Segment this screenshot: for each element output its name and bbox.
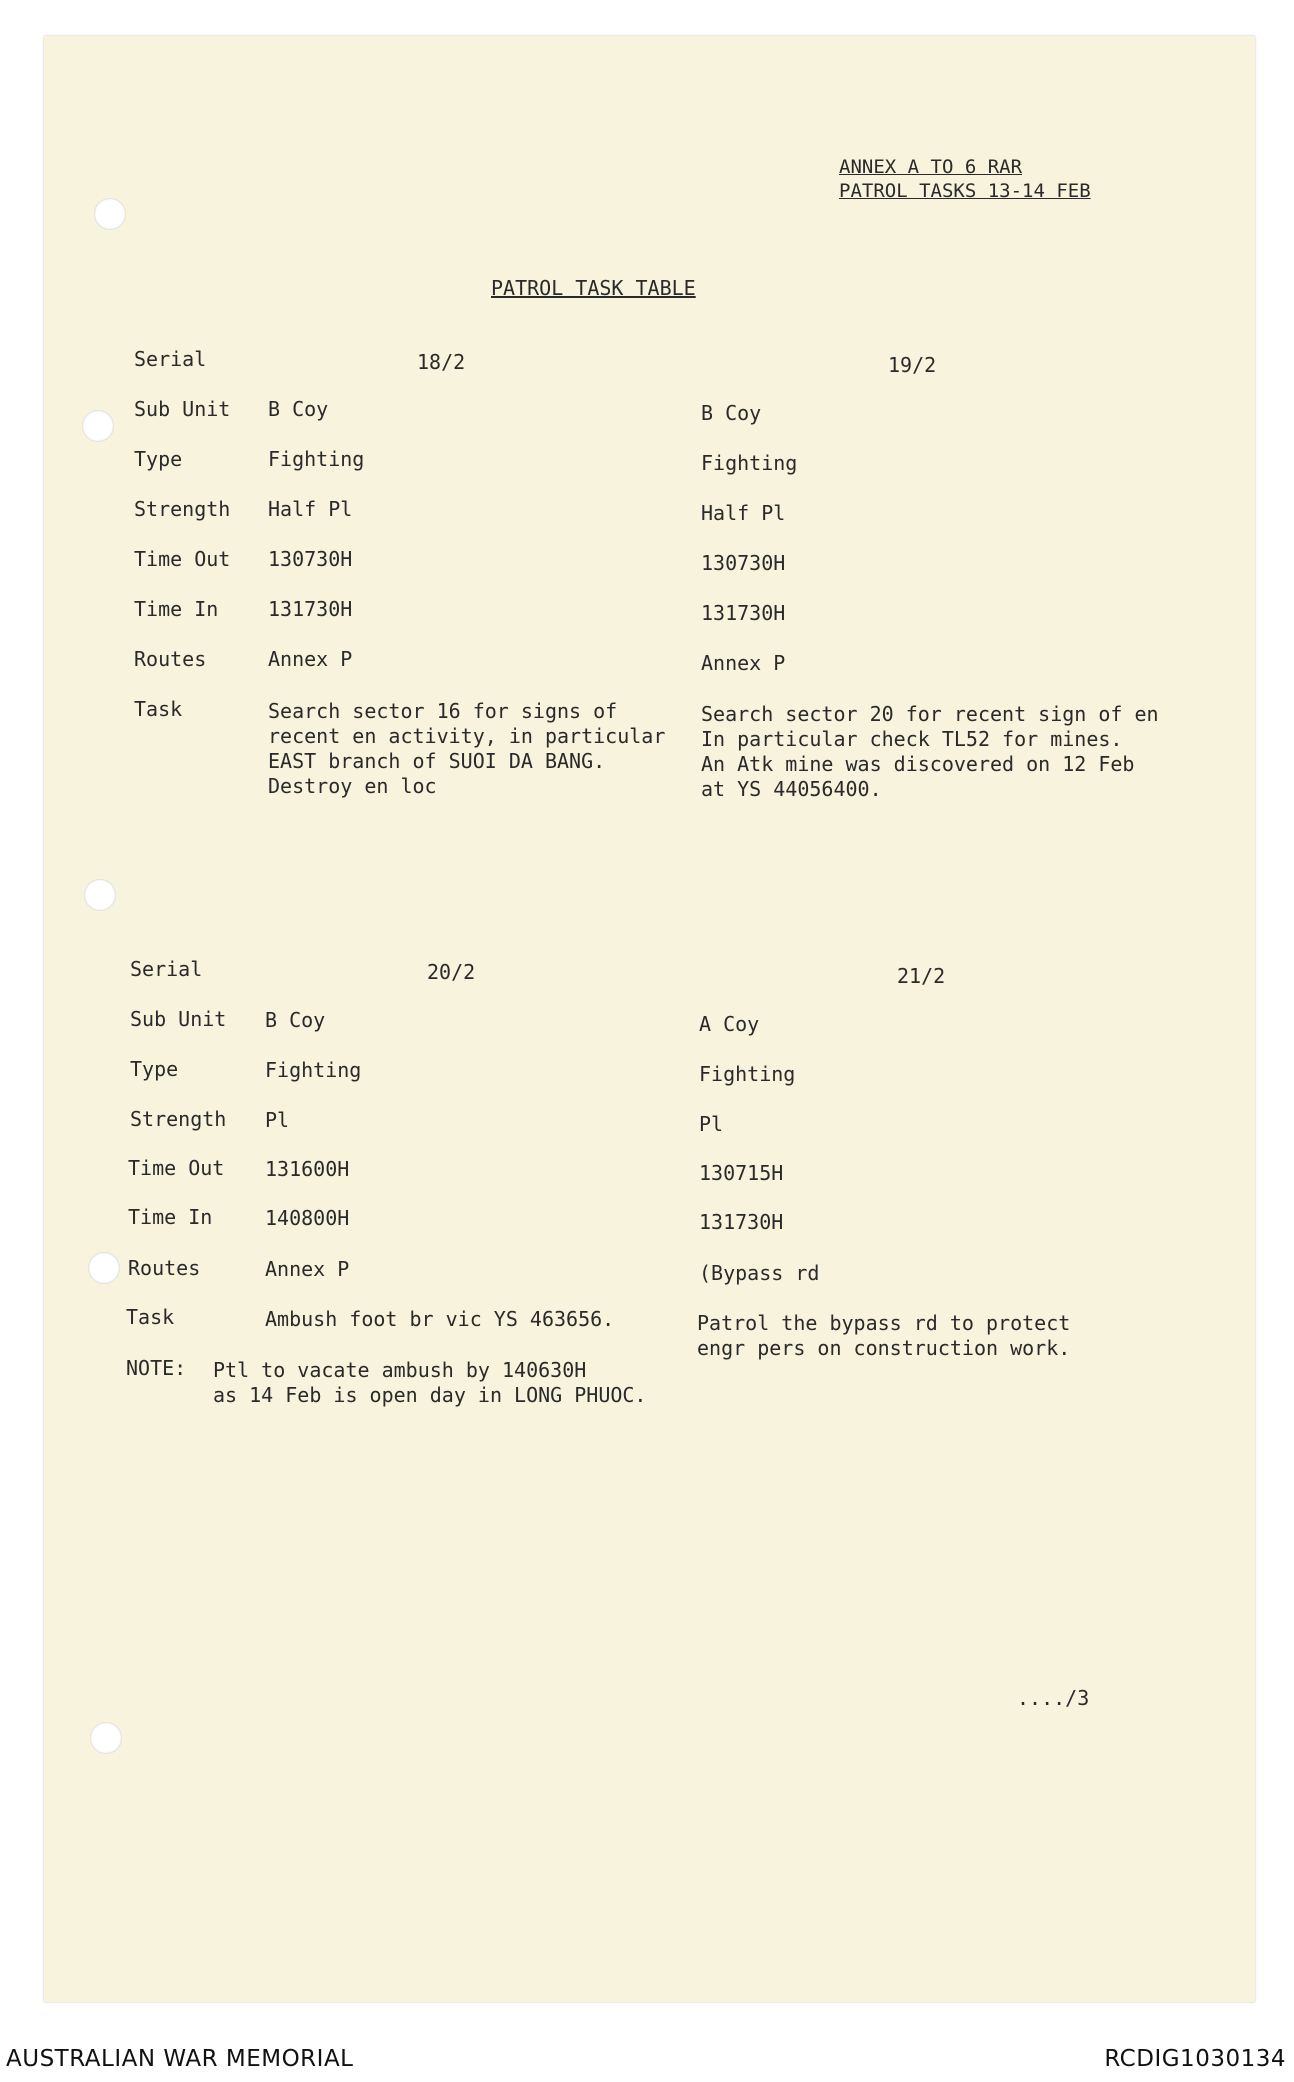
time-in-value: 140800H (265, 1206, 350, 1230)
punch-hole (90, 1722, 122, 1754)
footer-record-id: RCDIG1030134 (1104, 2046, 1286, 2072)
sub-unit-value: B Coy (701, 401, 762, 425)
sub-unit-value: B Coy (268, 397, 329, 421)
label-time-in: Time In (128, 1205, 213, 1229)
label-sub-unit: Sub Unit (134, 397, 231, 421)
label-task: Task (134, 697, 183, 721)
time-in-value: 131730H (699, 1210, 784, 1234)
label-type: Type (134, 447, 183, 471)
label-time-out: Time Out (134, 547, 231, 571)
annex-line-1: ANNEX A TO 6 RAR (839, 156, 1023, 178)
label-time-in: Time In (134, 597, 219, 621)
punch-hole (82, 410, 114, 442)
label-strength: Strength (134, 497, 231, 521)
serial-value: 18/2 (417, 350, 466, 374)
sub-unit-value: B Coy (265, 1008, 326, 1032)
annex-line-2: PATROL TASKS 13-14 FEB (839, 180, 1091, 202)
page-title: PATROL TASK TABLE (491, 276, 696, 300)
serial-value: 19/2 (888, 353, 937, 377)
task-value: Search sector 20 for recent sign of en In particular check TL52 for mines. An Atk mine was discovered on 12 Feb at YS 44056400. (701, 702, 1159, 801)
task-value: Patrol the bypass rd to protect engr pers on construction work. (697, 1311, 1071, 1360)
label-routes: Routes (128, 1256, 201, 1280)
time-out-value: 131600H (265, 1157, 350, 1181)
label-serial: Serial (130, 957, 203, 981)
time-out-value: 130715H (699, 1161, 784, 1185)
routes-value: Annex P (268, 647, 353, 671)
label-time-out: Time Out (128, 1156, 225, 1180)
type-value: Fighting (701, 451, 798, 475)
type-value: Fighting (699, 1062, 796, 1086)
task-value: Ambush foot br vic YS 463656. (265, 1307, 615, 1331)
strength-value: Pl (265, 1108, 290, 1132)
strength-value: Pl (699, 1112, 724, 1136)
strength-value: Half Pl (701, 501, 786, 525)
sub-unit-value: A Coy (699, 1012, 760, 1036)
serial-value: 20/2 (427, 960, 476, 984)
label-task: Task (126, 1305, 175, 1329)
routes-value: (Bypass rd (699, 1261, 820, 1285)
time-in-value: 131730H (701, 601, 786, 625)
type-value: Fighting (265, 1058, 362, 1082)
footer-archive-name: AUSTRALIAN WAR MEMORIAL (6, 2046, 354, 2072)
punch-hole (94, 198, 126, 230)
label-serial: Serial (134, 347, 207, 371)
note-text: Ptl to vacate ambush by 140630H as 14 Feb is open day in LONG PHUOC. (213, 1358, 647, 1407)
time-in-value: 131730H (268, 597, 353, 621)
punch-hole (84, 879, 116, 911)
note-label: NOTE: (126, 1356, 187, 1380)
strength-value: Half Pl (268, 497, 353, 521)
time-out-value: 130730H (268, 547, 353, 571)
label-strength: Strength (130, 1107, 227, 1131)
task-value: Search sector 16 for signs of recent en activity, in particular EAST branch of SUOI DA BANG. Destroy en loc (268, 699, 666, 798)
label-routes: Routes (134, 647, 207, 671)
routes-value: Annex P (701, 651, 786, 675)
routes-value: Annex P (265, 1257, 350, 1281)
time-out-value: 130730H (701, 551, 786, 575)
label-type: Type (130, 1057, 179, 1081)
page-continuation-marker: ..../3 (1017, 1686, 1090, 1710)
type-value: Fighting (268, 447, 365, 471)
punch-hole (88, 1252, 120, 1284)
label-sub-unit: Sub Unit (130, 1007, 227, 1031)
serial-value: 21/2 (897, 964, 946, 988)
